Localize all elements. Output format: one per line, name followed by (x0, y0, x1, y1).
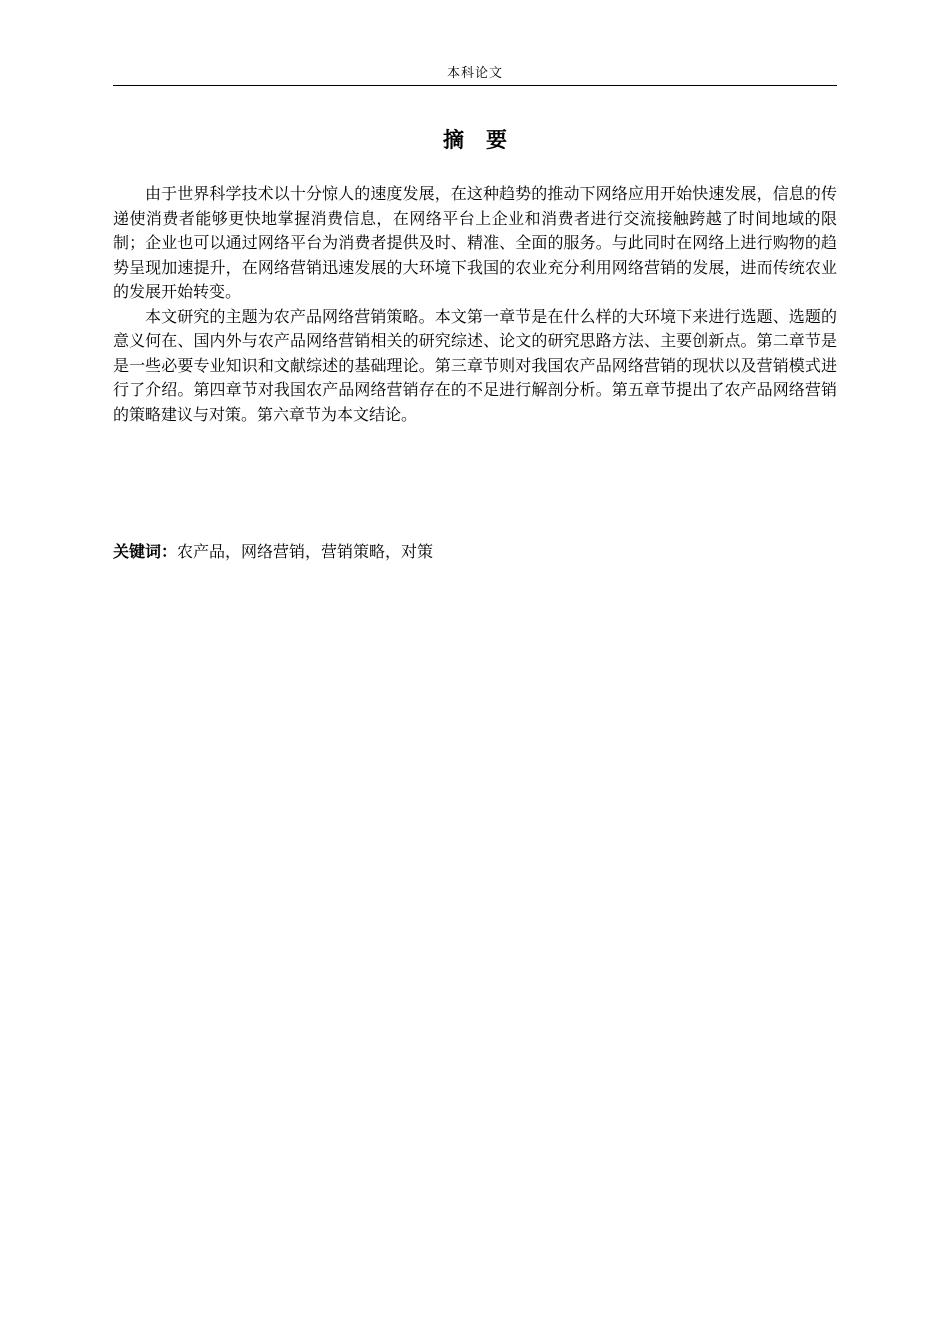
keywords-label: 关键词： (113, 542, 178, 561)
header-rule (113, 85, 837, 86)
keywords-line (113, 540, 837, 564)
abstract-title (113, 124, 837, 156)
running-header: 本科论文 (446, 66, 503, 81)
abstract-body (113, 182, 837, 427)
keywords-value: 农产品，网络营销，营销策略，对策 (177, 542, 434, 561)
abstract-title-char-2: 要 (486, 128, 507, 152)
abstract-paragraph: 由于世界科学技术以十分惊人的速度发展，在这种趋势的推动下网络应用开始快速发展，信息的传递使消费者能够更快地掌握消费信息，在网络平台上企业和消费者进行交流接触跨越了时间地域的限制；企业也可以通过网络平台为消费者提供及时、精准、全面的服务。与此同时在网络上进行购物的趋势呈现加速提升，在网络营销迅速发展的大环境下我国的农业充分利用网络营销的发展，进而传统农业的发展开始转变。 (113, 184, 837, 301)
abstract-paragraph: 本文研究的主题为农产品网络营销策略。本文第一章节是在什么样的大环境下来进行选题、选题的意义何在、国内外与农产品网络营销相关的研究综述、论文的研究思路方法、主要创新点。第二章节是是一些必要专业知识和文献综述的基础理论。第三章节则对我国农产品网络营销的现状以及营销模式进行了介绍。第四章节对我国农产品网络营销存在的不足进行解剖分析。第五章节提出了农产品网络营销的策略建议与对策。第六章节为本文结论。 (113, 306, 837, 424)
abstract-title-char-1: 摘 (443, 128, 464, 152)
